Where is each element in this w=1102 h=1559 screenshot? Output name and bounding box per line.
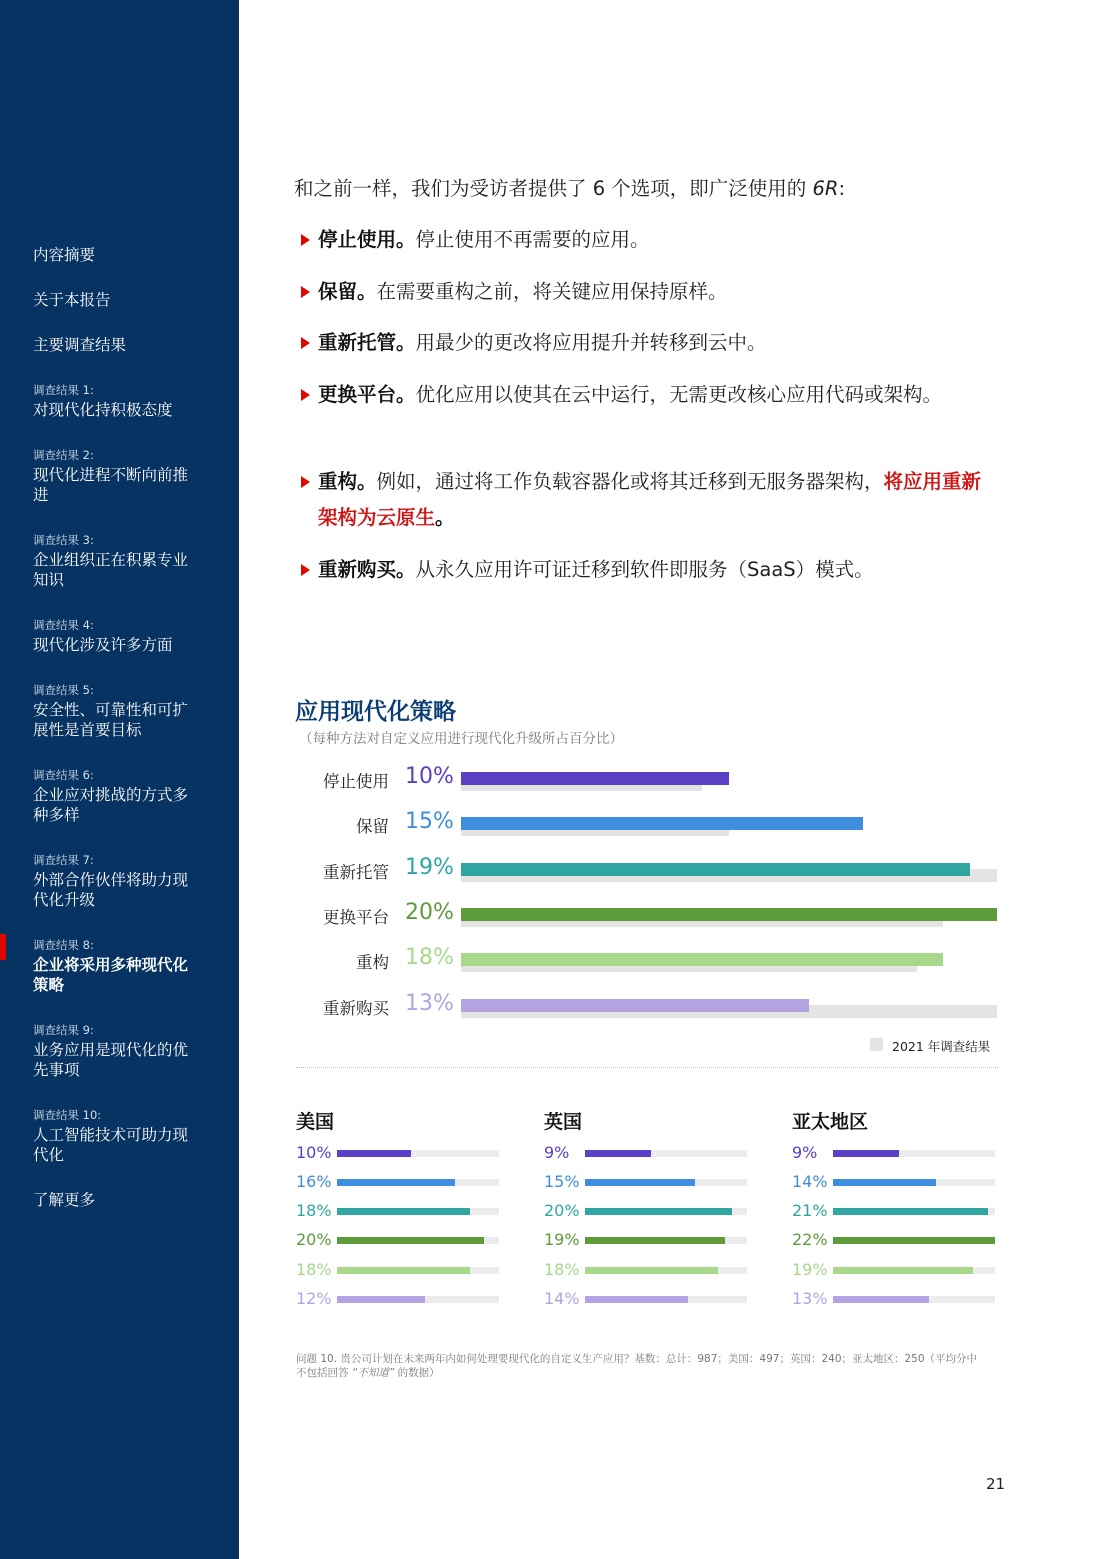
region-bar [337,1296,425,1303]
bullet-retain [301,274,991,310]
bullet-rehost [301,325,991,361]
sidebar-item-label: 内容摘要 [33,246,96,264]
bullet-desc: 停止使用不再需要的应用。 [415,228,650,251]
region-title: 美国 [296,1111,335,1133]
sidebar-item-finding-10[interactable] [33,1108,203,1165]
region-bar [833,1150,899,1157]
intro-paragraph [294,175,845,203]
sidebar-item-kicker: 调查结果 9: [33,1023,94,1037]
region-value-label: 14% [544,1289,580,1308]
bullet-triangle-icon [301,286,310,298]
sidebar-item-label: 外部合作伙伴将助力现代化升级 [33,871,189,909]
sidebar-item-label: 对现代化持积极态度 [33,401,173,419]
sidebar-item-finding-2[interactable] [33,448,203,505]
bullet-triangle-icon [301,234,310,246]
sidebar-item-kicker: 调查结果 7: [33,853,94,867]
bullet-refactor [301,464,991,536]
region-value-label: 13% [792,1289,828,1308]
chart-value-label: 10% [405,764,454,789]
sidebar-item-finding-6[interactable] [33,768,203,825]
chart-bar-current [461,772,729,785]
footnote-emphasis: “不知道” [351,1367,395,1379]
sidebar-item-summary[interactable] [33,245,203,265]
sidebar-item-kicker: 调查结果 3: [33,533,94,547]
bullet-term: 更换平台。 [318,383,416,406]
region-bar [833,1237,995,1244]
footnote-line-2b: 的数据） [394,1367,440,1379]
region-bar [833,1179,936,1186]
chart-value-label: 20% [405,900,454,925]
chart-category-label: 更换平台 [323,908,389,927]
bullet-highlight: 将应用重新架构为云原生 [318,470,982,529]
chart-category-label: 重构 [356,953,389,972]
region-value-label: 10% [296,1143,332,1162]
region-bar [585,1179,695,1186]
region-value-label: 18% [296,1260,332,1279]
sidebar-item-label: 人工智能技术可助力现代化 [33,1126,189,1164]
chart-bar-current [461,999,809,1012]
sidebar-item-kicker: 调查结果 2: [33,448,94,462]
chart-value-label: 19% [405,855,454,880]
chart-bar-current [461,953,943,966]
sidebar-item-label: 安全性、可靠性和可扩展性是首要目标 [33,701,189,739]
chart-category-label: 重新托管 [323,863,389,882]
sidebar-item-key-findings[interactable] [33,335,203,355]
intro-colon: : [838,177,846,200]
chart-category-label: 保留 [356,817,389,836]
sidebar-nav [0,0,239,1559]
sidebar-item-label: 企业将采用多种现代化策略 [33,956,189,994]
footnote-line-1: 问题 10. 贵公司计划在未来两年内如何处理要现代化的自定义生产应用？基数：总计：987；美国：497；英国：240；亚太地区：250（平均分中 [296,1353,978,1365]
region-value-label: 22% [792,1230,828,1249]
region-value-label: 9% [792,1143,818,1162]
chart-bar-current [461,817,863,830]
region-value-label: 18% [544,1260,580,1279]
sidebar-item-kicker: 调查结果 5: [33,683,94,697]
bullet-replatform [301,377,991,413]
bullet-term: 重新购买。 [318,558,416,581]
bullet-repurchase [301,552,991,588]
sidebar-item-label: 现代化涉及许多方面 [33,636,173,654]
sidebar-item-label: 关于本报告 [33,291,111,309]
region-value-label: 20% [544,1201,580,1220]
sidebar-item-learn-more[interactable] [33,1190,203,1210]
sidebar-item-label: 企业应对挑战的方式多种多样 [33,786,189,824]
region-value-label: 9% [544,1143,570,1162]
bullet-desc: 在需要重构之前，将关键应用保持原样。 [376,280,728,303]
chart-bar-current [461,908,997,921]
bullet-desc: 优化应用以使其在云中运行，无需更改核心应用代码或架构。 [415,383,943,406]
dotted-divider [296,1067,998,1068]
bullet-desc: 从永久应用许可证迁移到软件即服务（SaaS）模式。 [415,558,874,581]
region-title: 亚太地区 [792,1111,869,1133]
bullet-triangle-icon [301,564,310,576]
sidebar-item-finding-8[interactable] [33,938,203,995]
bullet-triangle-icon [301,337,310,349]
intro-text: 和之前一样，我们为受访者提供了 6 个选项，即广泛使用的 [294,177,813,200]
sidebar-item-kicker: 调查结果 4: [33,618,94,632]
region-bar [585,1150,651,1157]
sidebar-item-label: 企业组织正在积累专业知识 [33,551,189,589]
sidebar-item-label: 业务应用是现代化的优先事项 [33,1041,189,1079]
intro-emphasis: 6R [812,177,839,200]
sidebar-item-finding-5[interactable] [33,683,203,740]
chart-value-label: 13% [405,991,454,1016]
legend-label: 2021 年调查结果 [892,1039,991,1054]
chart-subtitle: （每种方法对自定义应用进行现代化升级所占百分比） [299,731,623,747]
sidebar-item-label: 主要调查结果 [33,336,127,354]
region-bar [585,1208,732,1215]
region-bar [337,1267,470,1274]
region-value-label: 12% [296,1289,332,1308]
region-title: 英国 [544,1111,583,1133]
bullet-term: 重构。 [318,470,377,493]
chart-category-label: 重新购买 [323,999,389,1018]
region-bar [337,1179,455,1186]
chart-value-label: 15% [405,809,454,834]
sidebar-item-kicker: 调查结果 6: [33,768,94,782]
region-value-label: 14% [792,1172,828,1191]
chart-title: 应用现代化策略 [295,699,456,725]
active-section-marker [0,934,6,960]
sidebar-item-about[interactable] [33,290,203,310]
region-value-label: 18% [296,1201,332,1220]
region-bar [833,1208,988,1215]
region-bar [833,1296,929,1303]
chart-bar-current [461,863,970,876]
bullet-retire [301,222,991,258]
sidebar-item-finding-7[interactable] [33,853,203,910]
sidebar-item-kicker: 调查结果 8: [33,938,94,952]
sidebar-item-kicker: 调查结果 1: [33,383,94,397]
legend-swatch [870,1038,883,1051]
sidebar-item-label: 现代化进程不断向前推进 [33,466,189,504]
region-bar [337,1208,470,1215]
bullet-triangle-icon [301,476,310,488]
region-value-label: 20% [296,1230,332,1249]
chart-value-label: 18% [405,945,454,970]
chart-category-label: 停止使用 [323,772,389,791]
region-value-label: 16% [296,1172,332,1191]
footnote-line-2 [296,1366,996,1380]
sidebar-item-label: 了解更多 [33,1191,96,1209]
bullet-term: 停止使用。 [318,228,416,251]
region-bar [833,1267,973,1274]
footnote-line-2a: 不包括回答 [296,1367,352,1379]
bullet-desc: 用最少的更改将应用提升并转移到云中。 [415,331,767,354]
page-number: 21 [986,1475,1006,1493]
bullet-triangle-icon [301,389,310,401]
region-bar [585,1296,688,1303]
region-value-label: 21% [792,1201,828,1220]
bullet-desc: 例如，通过将工作负载容器化或将其迁移到无服务器架构， [376,470,884,493]
region-bar [337,1150,411,1157]
sidebar-item-finding-9[interactable] [33,1023,203,1080]
bullet-term: 保留。 [318,280,377,303]
sidebar-item-finding-4[interactable] [33,618,203,655]
region-bar [337,1237,484,1244]
region-value-label: 15% [544,1172,580,1191]
region-bar [585,1237,725,1244]
bullet-term: 重新托管。 [318,331,416,354]
sidebar-item-finding-1[interactable] [33,383,203,420]
region-value-label: 19% [544,1230,580,1249]
sidebar-item-finding-3[interactable] [33,533,203,590]
region-value-label: 19% [792,1260,828,1279]
sidebar-item-kicker: 调查结果 10: [33,1108,102,1122]
bullet-tail: 。 [435,506,455,529]
region-bar [585,1267,718,1274]
footnote [296,1352,996,1380]
